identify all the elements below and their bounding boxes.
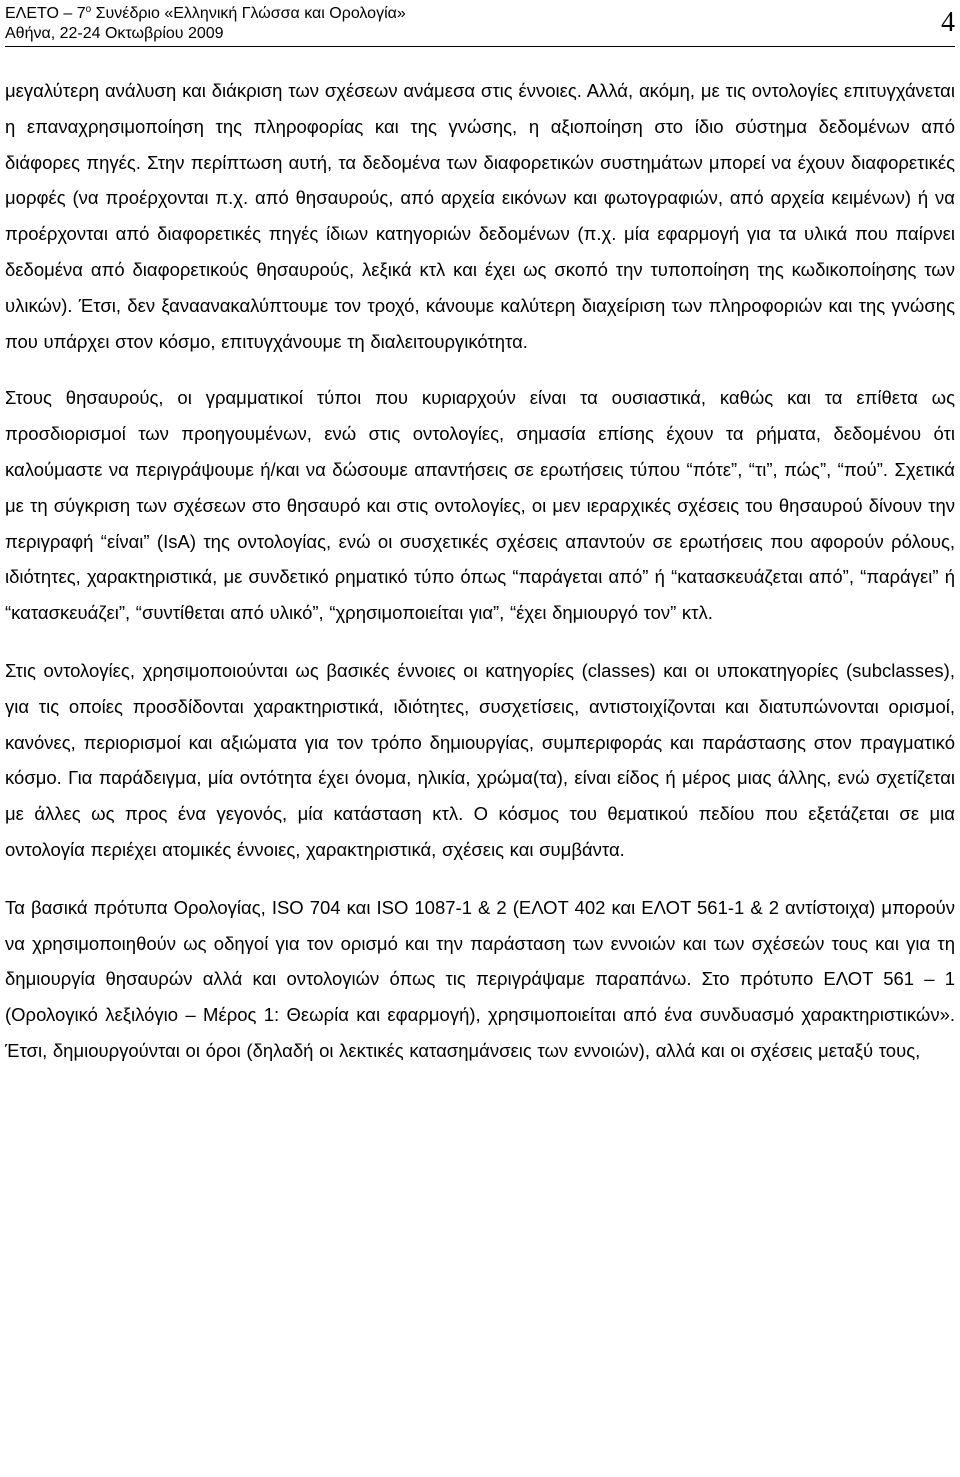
body-paragraph: Στους θησαυρούς, οι γραμματικοί τύποι που κυριαρχούν είναι τα ουσιαστικά, καθώς και τα επίθετα ως προσδιορισμοί των προηγουμένων, ενώ στις οντολογίες, σημασία επίσης έχουν τα ρήματα, δεδομένου ότι καλούμαστε να περιγράψουμε ή/και να δώσουμε απαντήσεις σε ερωτήσεις τύπου “πότε”, “τι”, πώς”, “πού”. Σχετικά με τη σύγκριση των σχέσεων στο θησαυρό και στις οντολογίες, οι μεν ιεραρχικές σχέσεις του θησαυρού δίνουν την περιγραφή “είναι” (IsA) της οντολογίας, ενώ οι συσχετικές σχέσεις απαντούν σε ερωτήσεις που αφορούν ρόλους, ιδιότητες, χαρακτηριστικά, με συνδετικό ρηματικό τύπο όπως “παράγεται από” ή “κατασκευάζεται από”, “παράγει” ή “κατασκευάζει”, “συντίθεται από υλικό”, “χρησιμοποιείται για”, “έχει δημιουργό τον” κτλ.	[5, 387, 955, 624]
page-number: 4	[941, 7, 955, 38]
header-divider	[5, 46, 955, 47]
body-paragraph: μεγαλύτερη ανάλυση και διάκριση των σχέσεων ανάμεσα στις έννοιες. Αλλά, ακόμη, με τις οντολογίες επιτυγχάνεται η επαναχρησιμοποίηση της πληροφορίας και της γνώσης, η αξιοποίηση στο ίδιο σύστημα δεδομένων από διάφορες πηγές. Στην περίπτωση αυτή, τα δεδομένα των διαφορετικών συστημάτων μπορεί να έχουν διαφορετικές μορφές (να προέρχονται π.χ. από θησαυρούς, από αρχεία εικόνων και φωτογραφιών, από αρχεία κειμένων) ή να προέρχονται από διαφορετικές πηγές ίδιων κατηγοριών δεδομένων (π.χ. μία εφαρμογή για τα υλικά που παίρνει δεδομένα από διαφορετικούς θησαυρούς, λεξικά κτλ και έχει ως σκοπό την τυποποίηση της κωδικοποίησης των υλικών). Έτσι, δεν ξαναανακαλύπτουμε τον τροχό, κάνουμε καλύτερη διαχείριση των πληροφοριών και της γνώσης που υπάρχει στον κόσμο, επιτυγχάνουμε τη διαλειτουργικότητα.	[5, 80, 955, 352]
conference-title	[5, 4, 955, 24]
body-paragraph: Στις οντολογίες, χρησιμοποιούνται ως βασικές έννοιες οι κατηγορίες (classes) και οι υποκατηγορίες (subclasses), για τις οποίες προσδίδονται χαρακτηριστικά, ιδιότητες, συσχετίσεις, αντιστοιχίζονται και διατυπώνονται ορισμοί, κανόνες, περιορισμοί και αξιώματα για τον τρόπο δημιουργίας, συμπεριφοράς και παράστασης στον πραγματικό κόσμο. Για παράδειγμα, μία οντότητα έχει όνομα, ηλικία, χρώμα(τα), είναι είδος ή μέρος μιας άλλης, ενώ σχετίζεται με άλλες ως προς ένα γεγονός, μία κατάσταση κτλ. Ο κόσμος του θεματικού πεδίου που εξετάζεται σε μια οντολογία περιέχει ατομικές έννοιες, χαρακτηριστικά, σχέσεις και συμβάντα.	[5, 659, 955, 860]
conference-title-suffix: Συνέδριο «Ελληνική Γλώσσα και Ορολογία»	[91, 5, 406, 22]
document-body	[5, 73, 955, 1069]
page-header	[5, 4, 955, 46]
ordinal-superscript: ο	[85, 4, 92, 15]
conference-location-date: Αθήνα, 22-24 Οκτωβρίου 2009	[5, 25, 224, 42]
body-paragraph: Τα βασικά πρότυπα Ορολογίας, ISO 704 και ISO 1087-1 & 2 (ΕΛΟΤ 402 και ΕΛΟΤ 561-1 & 2 αντίστοιχα) μπορούν να χρησιμοποιηθούν ως οδηγοί για τον ορισμό και την παράσταση των εννοιών και των σχέσεών τους και για τη δημιουργία θησαυρών αλλά και οντολογιών όπως τις περιγράψαμε παραπάνω. Στο πρότυπο ΕΛΟΤ 561 – 1 (Ορολογικό λεξιλόγιο – Μέρος 1: Θεωρία και εφαρμογή), χρησιμοποιείται από ένα συνδυασμό χαρακτηριστικών». Έτσι, δημιουργούνται οι όροι (δηλαδή οι λεκτικές κατασημάνσεις των εννοιών), αλλά και οι σχέσεις μεταξύ τους,	[5, 896, 955, 1061]
conference-title-prefix: ΕΛΕΤΟ – 7	[5, 5, 86, 22]
